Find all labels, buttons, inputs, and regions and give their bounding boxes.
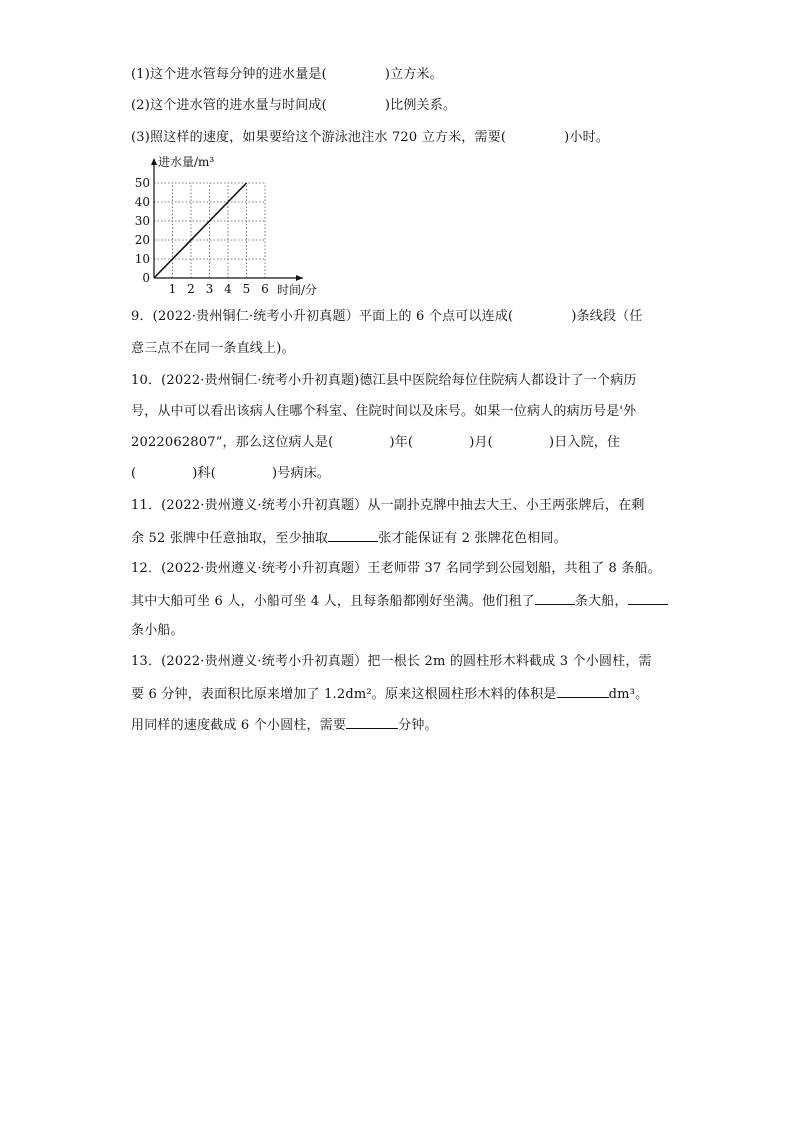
q11-text-a: 余 52 张牌中任意抽取，至少抽取 bbox=[131, 531, 329, 546]
y-tick-label: 50 bbox=[134, 176, 150, 190]
answer-blank[interactable] bbox=[535, 591, 575, 605]
q8-sub3-text-end: )小时。 bbox=[564, 130, 610, 145]
x-tick-label: 3 bbox=[205, 282, 214, 296]
q11-line1 bbox=[131, 497, 645, 515]
q12-line1 bbox=[131, 560, 661, 578]
y-tick-label: 10 bbox=[134, 252, 150, 266]
q13-text-d: 分钟。 bbox=[398, 718, 438, 733]
q8-sub1-text-end: )立方米。 bbox=[384, 67, 443, 82]
q10-text-c: )月( bbox=[469, 435, 493, 450]
y-tick-label: 40 bbox=[134, 195, 150, 209]
q12-line3 bbox=[131, 622, 184, 640]
q10-text-f: )科( bbox=[192, 466, 217, 481]
q12-text-a: 其中大船可坐 6 人，小船可坐 4 人，且每条船都刚好坐满。他们租了 bbox=[131, 594, 535, 609]
q13-text: 13．(2022·贵州遵义·统考小升初真题）把一根长 2m 的圆柱形木料截成 3 个小圆柱，需 bbox=[131, 654, 652, 669]
y-axis-arrow bbox=[151, 158, 157, 165]
q13-line2 bbox=[131, 684, 648, 704]
q10-text-d: )日入院，住 bbox=[548, 435, 621, 450]
q10-text: 10．(2022·贵州铜仁·统考小升初真题)德江县中医院给每位住院病人都设计了一个病历 bbox=[131, 373, 637, 388]
q12-line2 bbox=[131, 591, 668, 611]
chart-axes bbox=[151, 158, 303, 281]
x-tick-label: 6 bbox=[261, 282, 269, 296]
answer-blank[interactable] bbox=[328, 528, 378, 542]
q9-line1 bbox=[131, 308, 643, 326]
q13-line1 bbox=[131, 653, 652, 671]
q8-sub3 bbox=[131, 129, 609, 147]
y-axis-label: 进水量/m³ bbox=[158, 155, 215, 169]
q8-sub2-text-end: )比例关系。 bbox=[384, 98, 457, 113]
q9-text: 9．(2022·贵州铜仁·统考小升初真题）平面上的 6 个点可以连成( bbox=[131, 309, 514, 324]
q11-text: 11．(2022·贵州遵义·统考小升初真题）从一副扑克牌中抽去大王、小王两张牌后，在剩 bbox=[131, 498, 645, 513]
q8-sub1 bbox=[131, 66, 443, 84]
water-inflow-chart bbox=[126, 150, 326, 300]
answer-blank[interactable] bbox=[557, 684, 609, 698]
q12-text-c: 条小船。 bbox=[131, 623, 184, 638]
q9-text-cont: 意三点不在同一条直线上)。 bbox=[131, 341, 295, 356]
q9-line2 bbox=[131, 340, 295, 358]
chart-grid bbox=[154, 183, 265, 278]
x-tick-label: 1 bbox=[168, 282, 177, 296]
q10-text-b: )年( bbox=[389, 435, 414, 450]
answer-blank[interactable] bbox=[628, 591, 668, 605]
q10-text-g: )号病床。 bbox=[272, 466, 331, 481]
q13-text-c: 用同样的速度截成 6 个小圆柱，需要 bbox=[131, 718, 347, 733]
q10-text-a: 2022062807”，那么这位病人是( bbox=[131, 435, 334, 450]
q12-text-b: 条大船， bbox=[574, 594, 628, 609]
q13-text-a: 要 6 分钟，表面积比原来增加了 1.2dm²。原来这根圆柱形木料的体积是 bbox=[131, 687, 557, 702]
x-tick-label: 2 bbox=[187, 282, 195, 296]
q10-text-cont: 号，从中可以看出该病人住哪个科室、住院时间以及床号。如果一位病人的病历号是'外 bbox=[131, 404, 637, 419]
q8-sub1-text: (1)这个进水管每分钟的进水量是( bbox=[131, 67, 327, 82]
q11-line2 bbox=[131, 528, 567, 548]
q12-text: 12．(2022·贵州遵义·统考小升初真题）王老师带 37 名同学到公园划船，共租了 8 条船。 bbox=[131, 561, 661, 576]
q8-sub3-text: (3)照这样的速度，如果要给这个游泳池注水 720 立方米，需要( bbox=[131, 130, 507, 145]
q9-text-end: )条线段（任 bbox=[571, 309, 643, 324]
q10-text-e: ( bbox=[131, 466, 137, 481]
x-axis-arrow bbox=[296, 275, 303, 281]
q11-text-b: 张才能保证有 2 张牌花色相同。 bbox=[378, 531, 567, 546]
x-axis-label: 时间/分 bbox=[277, 283, 318, 297]
q10-line2 bbox=[131, 403, 636, 421]
q8-sub2 bbox=[131, 97, 456, 115]
y-tick-label: 30 bbox=[134, 214, 150, 228]
origin-label: 0 bbox=[142, 271, 150, 285]
q10-line1 bbox=[131, 372, 637, 390]
x-tick-label: 5 bbox=[242, 282, 251, 296]
chart-series bbox=[154, 183, 247, 278]
data-line bbox=[154, 183, 247, 278]
q13-line3 bbox=[131, 715, 438, 735]
x-tick-label: 4 bbox=[224, 282, 232, 296]
q10-line3 bbox=[131, 434, 620, 452]
y-tick-label: 20 bbox=[134, 233, 150, 247]
q8-sub2-text: (2)这个进水管的进水量与时间成( bbox=[131, 98, 327, 113]
q13-text-b: dm³。 bbox=[608, 687, 649, 702]
q10-line4 bbox=[131, 465, 330, 483]
answer-blank[interactable] bbox=[346, 715, 398, 729]
